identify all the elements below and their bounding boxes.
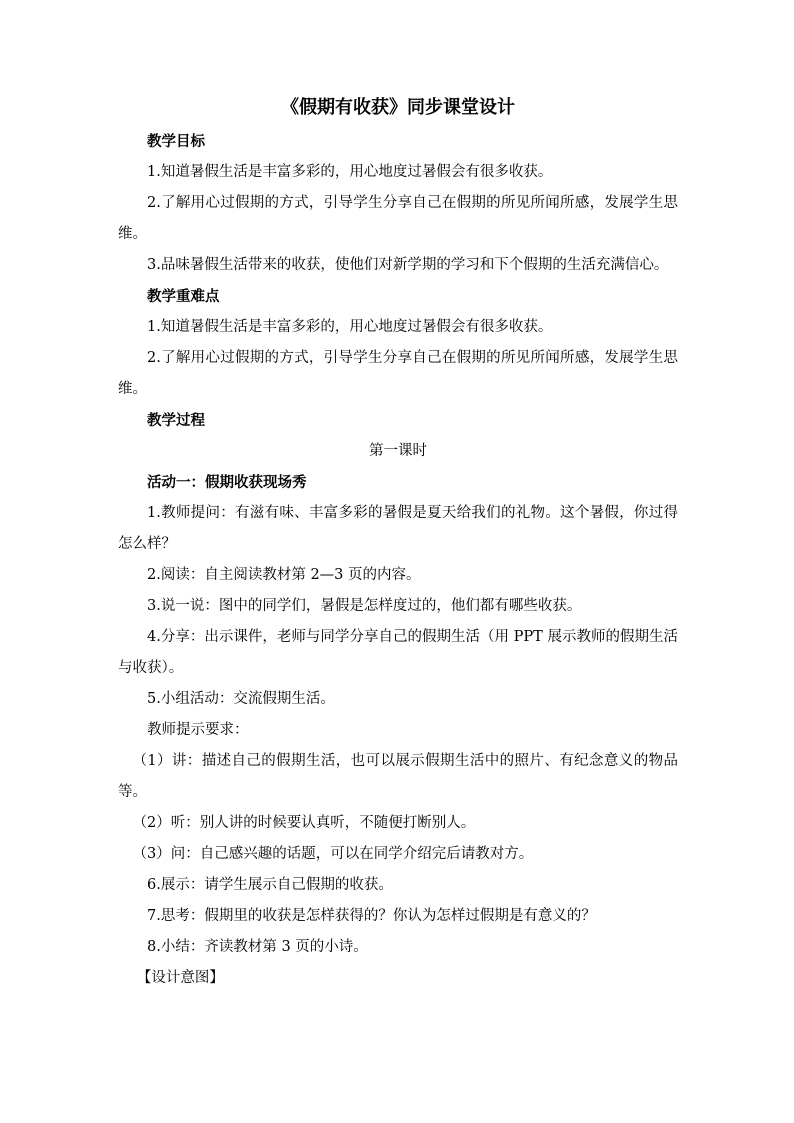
process-step-4: 4.分享：出示课件，老师与同学分享自己的假期生活（用 PPT 展示教师的假期生活与收获）。 <box>118 629 678 676</box>
key-point-item-1: 1.知道暑假生活是丰富多彩的，用心地度过暑假会有很多收获。 <box>147 319 553 335</box>
design-intent-label: 【设计意图】 <box>136 970 224 986</box>
goal-item-2: 2.了解用心过假期的方式，引导学生分享自己在假期的所见所闻所感，发展学生思维。 <box>118 195 678 242</box>
lesson-label: 第一课时 <box>369 443 427 459</box>
requirement-item-2: （2）听：别人讲的时候要认真听，不随便打断别人。 <box>132 815 476 831</box>
goal-item-1: 1.知道暑假生活是丰富多彩的，用心地度过暑假会有很多收获。 <box>147 164 553 180</box>
process-step-7: 7.思考：假期里的收获是怎样获得的？你认为怎样过假期是有意义的？ <box>147 908 596 924</box>
activity-heading: 活动一：假期收获现场秀 <box>147 474 307 491</box>
process-step-2: 2.阅读：自主阅读教材第 2—3 页的内容。 <box>147 567 421 583</box>
process-step-5: 5.小组活动：交流假期生活。 <box>147 691 335 707</box>
requirement-item-1: （1）讲：描述自己的假期生活，也可以展示假期生活中的照片、有纪念意义的物品等。 <box>118 753 678 800</box>
section-heading-goals: 教学目标 <box>147 133 205 150</box>
document-page <box>118 92 678 994</box>
process-step-8: 8.小结：齐读教材第 3 页的小诗。 <box>147 939 368 955</box>
process-step-6: 6.展示：请学生展示自己假期的收获。 <box>147 877 393 893</box>
goal-item-3: 3.品味暑假生活带来的收获，使他们对新学期的学习和下个假期的生活充满信心。 <box>147 257 669 273</box>
section-heading-process: 教学过程 <box>147 412 205 429</box>
teacher-requirements-label: 教师提示要求： <box>147 722 249 738</box>
requirement-item-3: （3）问：自己感兴趣的话题，可以在同学介绍完后请教对方。 <box>132 846 534 862</box>
section-heading-key-points: 教学重难点 <box>147 288 220 305</box>
key-point-item-2: 2.了解用心过假期的方式，引导学生分享自己在假期的所见所闻所感，发展学生思维。 <box>118 350 678 397</box>
process-step-1: 1.教师提问：有滋有味、丰富多彩的暑假是夏天给我们的礼物。这个暑假，你过得怎么样？ <box>118 505 678 552</box>
document-title: 《假期有收获》同步课堂设计 <box>281 97 515 118</box>
process-step-3: 3.说一说：图中的同学们，暑假是怎样度过的，他们都有哪些收获。 <box>147 598 582 614</box>
